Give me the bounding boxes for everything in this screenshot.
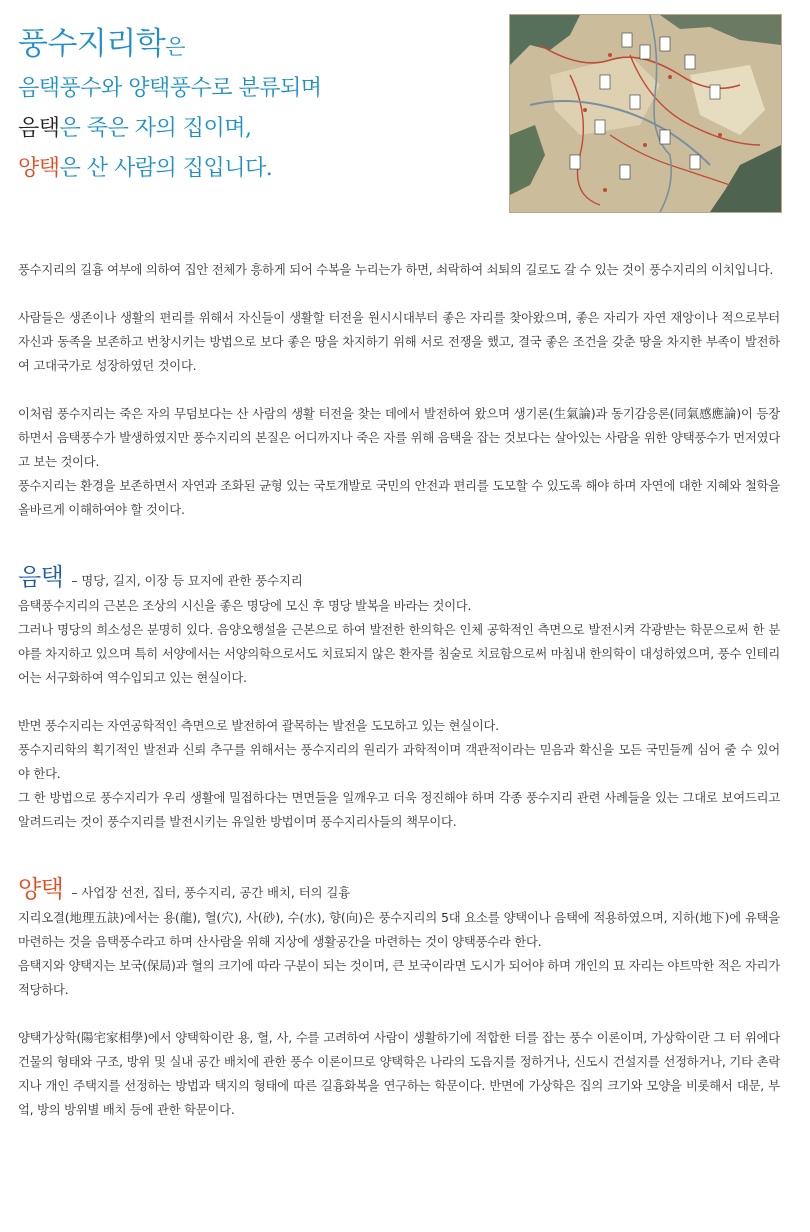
hero-yangtaek-word: 양택 — [18, 156, 60, 181]
hero-line-4 — [18, 149, 498, 189]
yangtaek-paragraph-3: 양택가상학(陽宅家相學)에서 양택학이란 용, 혈, 사, 수를 고려하여 사람이 생활하기에 적합한 터를 잡는 풍수 이론이며, 가상학이란 그 터 위에다 건물의 형태와 구조, 방위 및 실내 공간 배치에 관한 풍수 이론이므로 양택학은 나라의 도읍지를 정하거나, 신도시 건설지를 선정하거나, 기타 촌락지나 개인 주택지를 선정하는 방법과 택지의 형태에 따른 길흉화복을 연구하는 학문이다. 반면에 가상학은 집의 크기와 모양을 비롯해서 대문, 부엌, 방의 방위별 배치 등에 관한 학문이다. — [18, 1031, 780, 1117]
hero-title: 풍수지리학 — [18, 26, 166, 62]
old-map-image — [509, 14, 782, 213]
yangtaek-section-heading — [18, 872, 780, 906]
intro-paragraph-3: 이처럼 풍수지리는 죽은 자의 무덤보다는 산 사람의 생활 터전을 찾는 데에서 발전하여 왔으며 생기론(生氣論)과 동기감응론(同氣感應論)이 등장하면서 음택풍수가 발생하였지만 풍수지리의 본질은 어디까지나 죽은 자를 위해 음택을 잡는 것보다는 살아있는 사람을 위한 양택풍수가 먼저였다고 보는 것이다. — [18, 407, 780, 469]
hero-line-3 — [18, 109, 498, 149]
hero-title-suffix: 은 — [165, 35, 186, 59]
yangtaek-paragraph-2: 음택지와 양택지는 보국(保局)과 혈의 크기에 따라 구분이 되는 것이며, 큰 보국이라면 도시가 되어야 하며 개인의 묘 자리는 야트막한 적은 자리가 적당하다. — [18, 959, 780, 997]
eumtaek-title: 음택 — [18, 563, 64, 591]
eumtaek-section-heading — [18, 560, 780, 594]
intro-paragraph-2: 사람들은 생존이나 생활의 편리를 위해서 자신들이 생활할 터전을 원시시대부터 좋은 자리를 찾아왔으며, 좋은 자리가 자연 재앙이나 적으로부터 자신과 동족을 보존하고 번창시키는 방법으로 보다 좋은 땅을 차지하기 위해 서로 전쟁을 했고, 결국 좋은 조건을 갖춘 땅을 차지한 부족이 발전하여 고대국가로 성장하였던 것이다. — [18, 311, 780, 373]
intro-paragraph-1: 풍수지리의 길흉 여부에 의하여 집안 전체가 흥하게 되어 수복을 누리는가 하면, 쇠락하여 쇠퇴의 길로도 갈 수 있는 것이 풍수지리의 이치입니다. — [18, 263, 774, 277]
hero-eumtaek-word: 음택 — [18, 116, 60, 141]
hero-line-4-rest: 은 산 사람의 집입니다. — [59, 156, 273, 181]
hero-line-2: 음택풍수와 양택풍수로 분류되며 — [18, 76, 322, 101]
yangtaek-description: – 사업장 선전, 집터, 풍수지리, 공간 배치, 터의 길흉 — [71, 886, 351, 900]
eumtaek-paragraph-4: 풍수지리학의 획기적인 발전과 신뢰 추구를 위해서는 풍수지리의 원리가 과학적이며 객관적이라는 믿음과 확신을 모든 국민들께 심어 줄 수 있어야 한다. — [18, 743, 780, 781]
eumtaek-description: – 명당, 길지, 이장 등 묘지에 관한 풍수지리 — [71, 574, 303, 588]
hero-line-1 — [18, 22, 498, 69]
eumtaek-paragraph-2: 그러나 명당의 희소성은 분명히 있다. 음양오행설을 근본으로 하여 발전한 한의학은 인체 공학적인 측면으로 발전시켜 각광받는 학문으로써 한 분야를 차지하고 있으며 특히 서양에서는 서양의학으로서도 치료되지 않은 환자를 침술로 치료함으로써 마침내 한의학이 대성하였으며, 풍수 인테리어는 서구화하여 역수입되고 있는 현실이다. — [18, 623, 780, 685]
yangtaek-paragraph-1: 지리오결(地理五訣)에서는 용(龍), 혈(穴), 사(砂), 수(水), 향(向)은 풍수지리의 5대 요소를 양택이나 음택에 적용하였으며, 지하(地下)에 유택을 마련하는 것을 음택풍수라고 하며 산사람을 위해 지상에 생활공간을 마련하는 것이 양택풍수라 한다. — [18, 911, 780, 949]
article-body — [18, 258, 780, 1122]
yangtaek-title: 양택 — [18, 875, 64, 903]
eumtaek-paragraph-5: 그 한 방법으로 풍수지리가 우리 생활에 밀접하다는 면면들을 일깨우고 더욱 정진해야 하며 각종 풍수지리 관련 사례들을 있는 그대로 보여드리고 알려드리는 것이 풍수지리를 발전시키는 유일한 방법이며 풍수지리사들의 책무이다. — [18, 791, 780, 829]
eumtaek-paragraph-3: 반면 풍수지리는 자연공학적인 측면으로 발전하여 괄목하는 발전을 도모하고 있는 현실이다. — [18, 719, 499, 733]
hero-heading — [18, 22, 498, 189]
hero-line-3-rest: 은 죽은 자의 집이며, — [59, 116, 252, 141]
eumtaek-paragraph-1: 음택풍수지리의 근본은 조상의 시신을 좋은 명당에 모신 후 명당 발복을 바라는 것이다. — [18, 599, 472, 613]
intro-paragraph-4: 풍수지리는 환경을 보존하면서 자연과 조화된 균형 있는 국토개발로 국민의 안전과 편리를 도모할 수 있도록 해야 하며 자연에 대한 지혜와 철학을 올바르게 이해하여야 할 것이다. — [18, 479, 780, 517]
